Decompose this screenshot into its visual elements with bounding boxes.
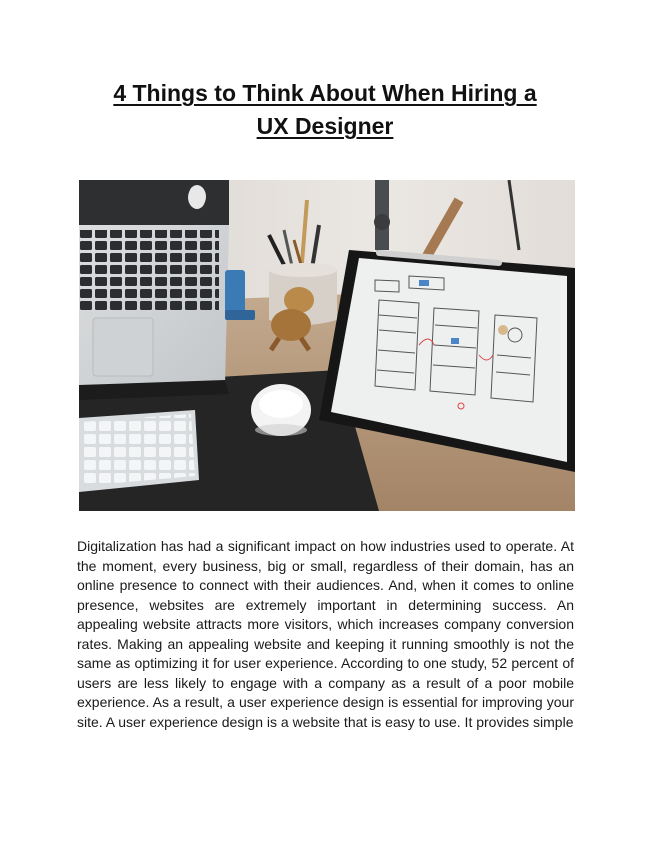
mouse (251, 384, 311, 436)
article-title (60, 77, 590, 143)
article-title-line-1: 4 Things to Think About When Hiring a (113, 80, 537, 106)
article-body: Digitalization has had a significant impact on how industries used to operate. At the moment, every business, big or small, regardless of their domain, has an online presence to connect with their audiences. And, when it comes to online presence, websites are extremely important in determining success. An appealing website attracts more visitors, which increases company conversion rates. Making an appealing website and keeping it running smoothly is not the same as optimizing it for user experience. According to one study, 52 percent of users are less likely to engage with a company as a result of a poor mobile experience. As a result, a user experience design is essential for improving your site. A user experience design is a website that is easy to use. It provides simple (77, 538, 574, 730)
keyboard (79, 410, 199, 492)
laptop (79, 180, 229, 400)
article-title-line-2: UX Designer (256, 113, 394, 139)
hero-photo (79, 180, 575, 511)
